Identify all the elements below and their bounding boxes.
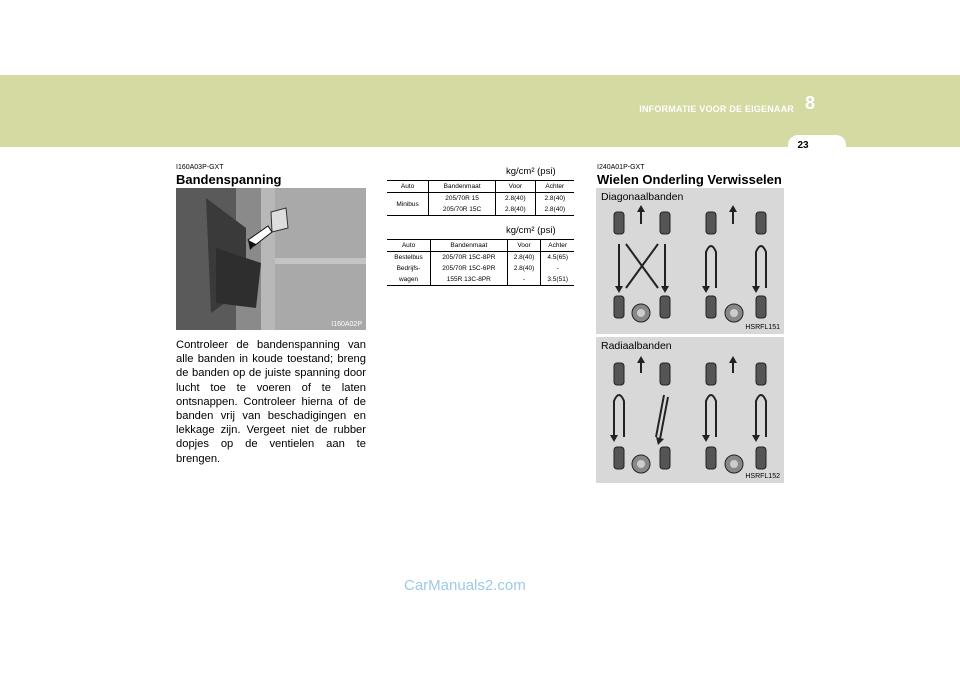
col-header-size: Bandenmaat	[429, 181, 496, 193]
cell-front: 2.8(40)	[496, 204, 536, 216]
diagonal-tire-rotation-diagram	[596, 188, 784, 334]
table-header-row	[387, 181, 574, 193]
col-header-rear: Achter	[548, 242, 568, 249]
tire-pressure-instructions: Controleer de bandenspanning van alle banden in koude toestand; breng de banden op de juiste spanning door lucht toe te voeren of te laten ontsnappen. Controleer hierna of de banden vrij van beschadigingen en lekkage zijn. Vergeet niet de rubber dopjes op de ventielen aan te brengen.	[176, 339, 366, 465]
col-header-front: Voor	[496, 181, 536, 193]
diagram-code-radial: HSRFL152	[745, 473, 780, 480]
cell-front: 2.8(40)	[507, 252, 541, 264]
door-pillar-photo	[176, 188, 366, 330]
col-header-auto: Auto	[387, 181, 429, 193]
chapter-number: 8	[804, 93, 815, 113]
page-number: 23	[797, 140, 809, 151]
cell-size: 205/70R 15C-6PR	[431, 263, 508, 274]
cell-front: 2.8(40)	[507, 263, 541, 274]
col-header-size: Bandenmaat	[431, 240, 508, 252]
table-row	[387, 263, 574, 274]
cell-size: 205/70R 15	[429, 193, 496, 205]
section-title: INFORMATIE VOOR DE EIGENAAR	[639, 104, 794, 114]
unit-label-van: kg/cm² (psi)	[506, 225, 556, 236]
cell-auto: Bedrijfs-	[387, 263, 431, 274]
door-pillar-illustration	[176, 188, 366, 330]
table-row	[387, 252, 574, 264]
cell-size: 155R 13C-8PR	[431, 274, 508, 286]
cell-auto: Bestelbus	[387, 252, 431, 264]
watermark-link[interactable]: CarManuals2.com	[404, 577, 526, 594]
section-code-tire-rotation: I240A01P-GXT	[597, 164, 645, 171]
cell-front: 2.8(40)	[496, 193, 536, 205]
section-code-tire-pressure: I160A03P-GXT	[176, 164, 224, 171]
radial-rotation-illustration	[596, 337, 784, 483]
cell-rear: 2.8(40)	[544, 206, 566, 213]
minibus-pressure-table	[387, 180, 574, 216]
photo-code: I160A02P	[331, 321, 362, 328]
cell-rear: 3.5(51)	[547, 276, 568, 283]
diagonal-rotation-illustration	[596, 188, 784, 334]
table-row	[387, 193, 574, 205]
cell-auto: Minibus	[387, 193, 429, 216]
heading-tire-pressure: Bandenspanning	[176, 172, 282, 187]
cell-rear: 2.8(40)	[544, 195, 566, 202]
table-row	[387, 274, 574, 286]
col-header-front: Voor	[507, 240, 541, 252]
col-header-auto: Auto	[387, 240, 431, 252]
cell-rear: 4.5(65)	[547, 254, 568, 261]
diagram-code-diagonal: HSRFL151	[745, 324, 780, 331]
cell-auto: wagen	[387, 274, 431, 286]
diagram-label-diagonal: Diagonaalbanden	[601, 191, 684, 203]
diagram-label-radial: Radiaalbanden	[601, 340, 672, 352]
cell-front: -	[507, 274, 541, 286]
heading-tire-rotation: Wielen Onderling Verwisselen	[597, 172, 782, 187]
cell-size: 205/70R 15C-8PR	[431, 252, 508, 264]
radial-tire-rotation-diagram	[596, 337, 784, 483]
col-header-rear: Achter	[545, 183, 565, 190]
table-header-row	[387, 240, 574, 252]
van-pressure-table	[387, 239, 574, 286]
cell-size: 205/70R 15C	[429, 204, 496, 216]
cell-rear: -	[556, 265, 559, 272]
unit-label-minibus: kg/cm² (psi)	[506, 166, 556, 177]
